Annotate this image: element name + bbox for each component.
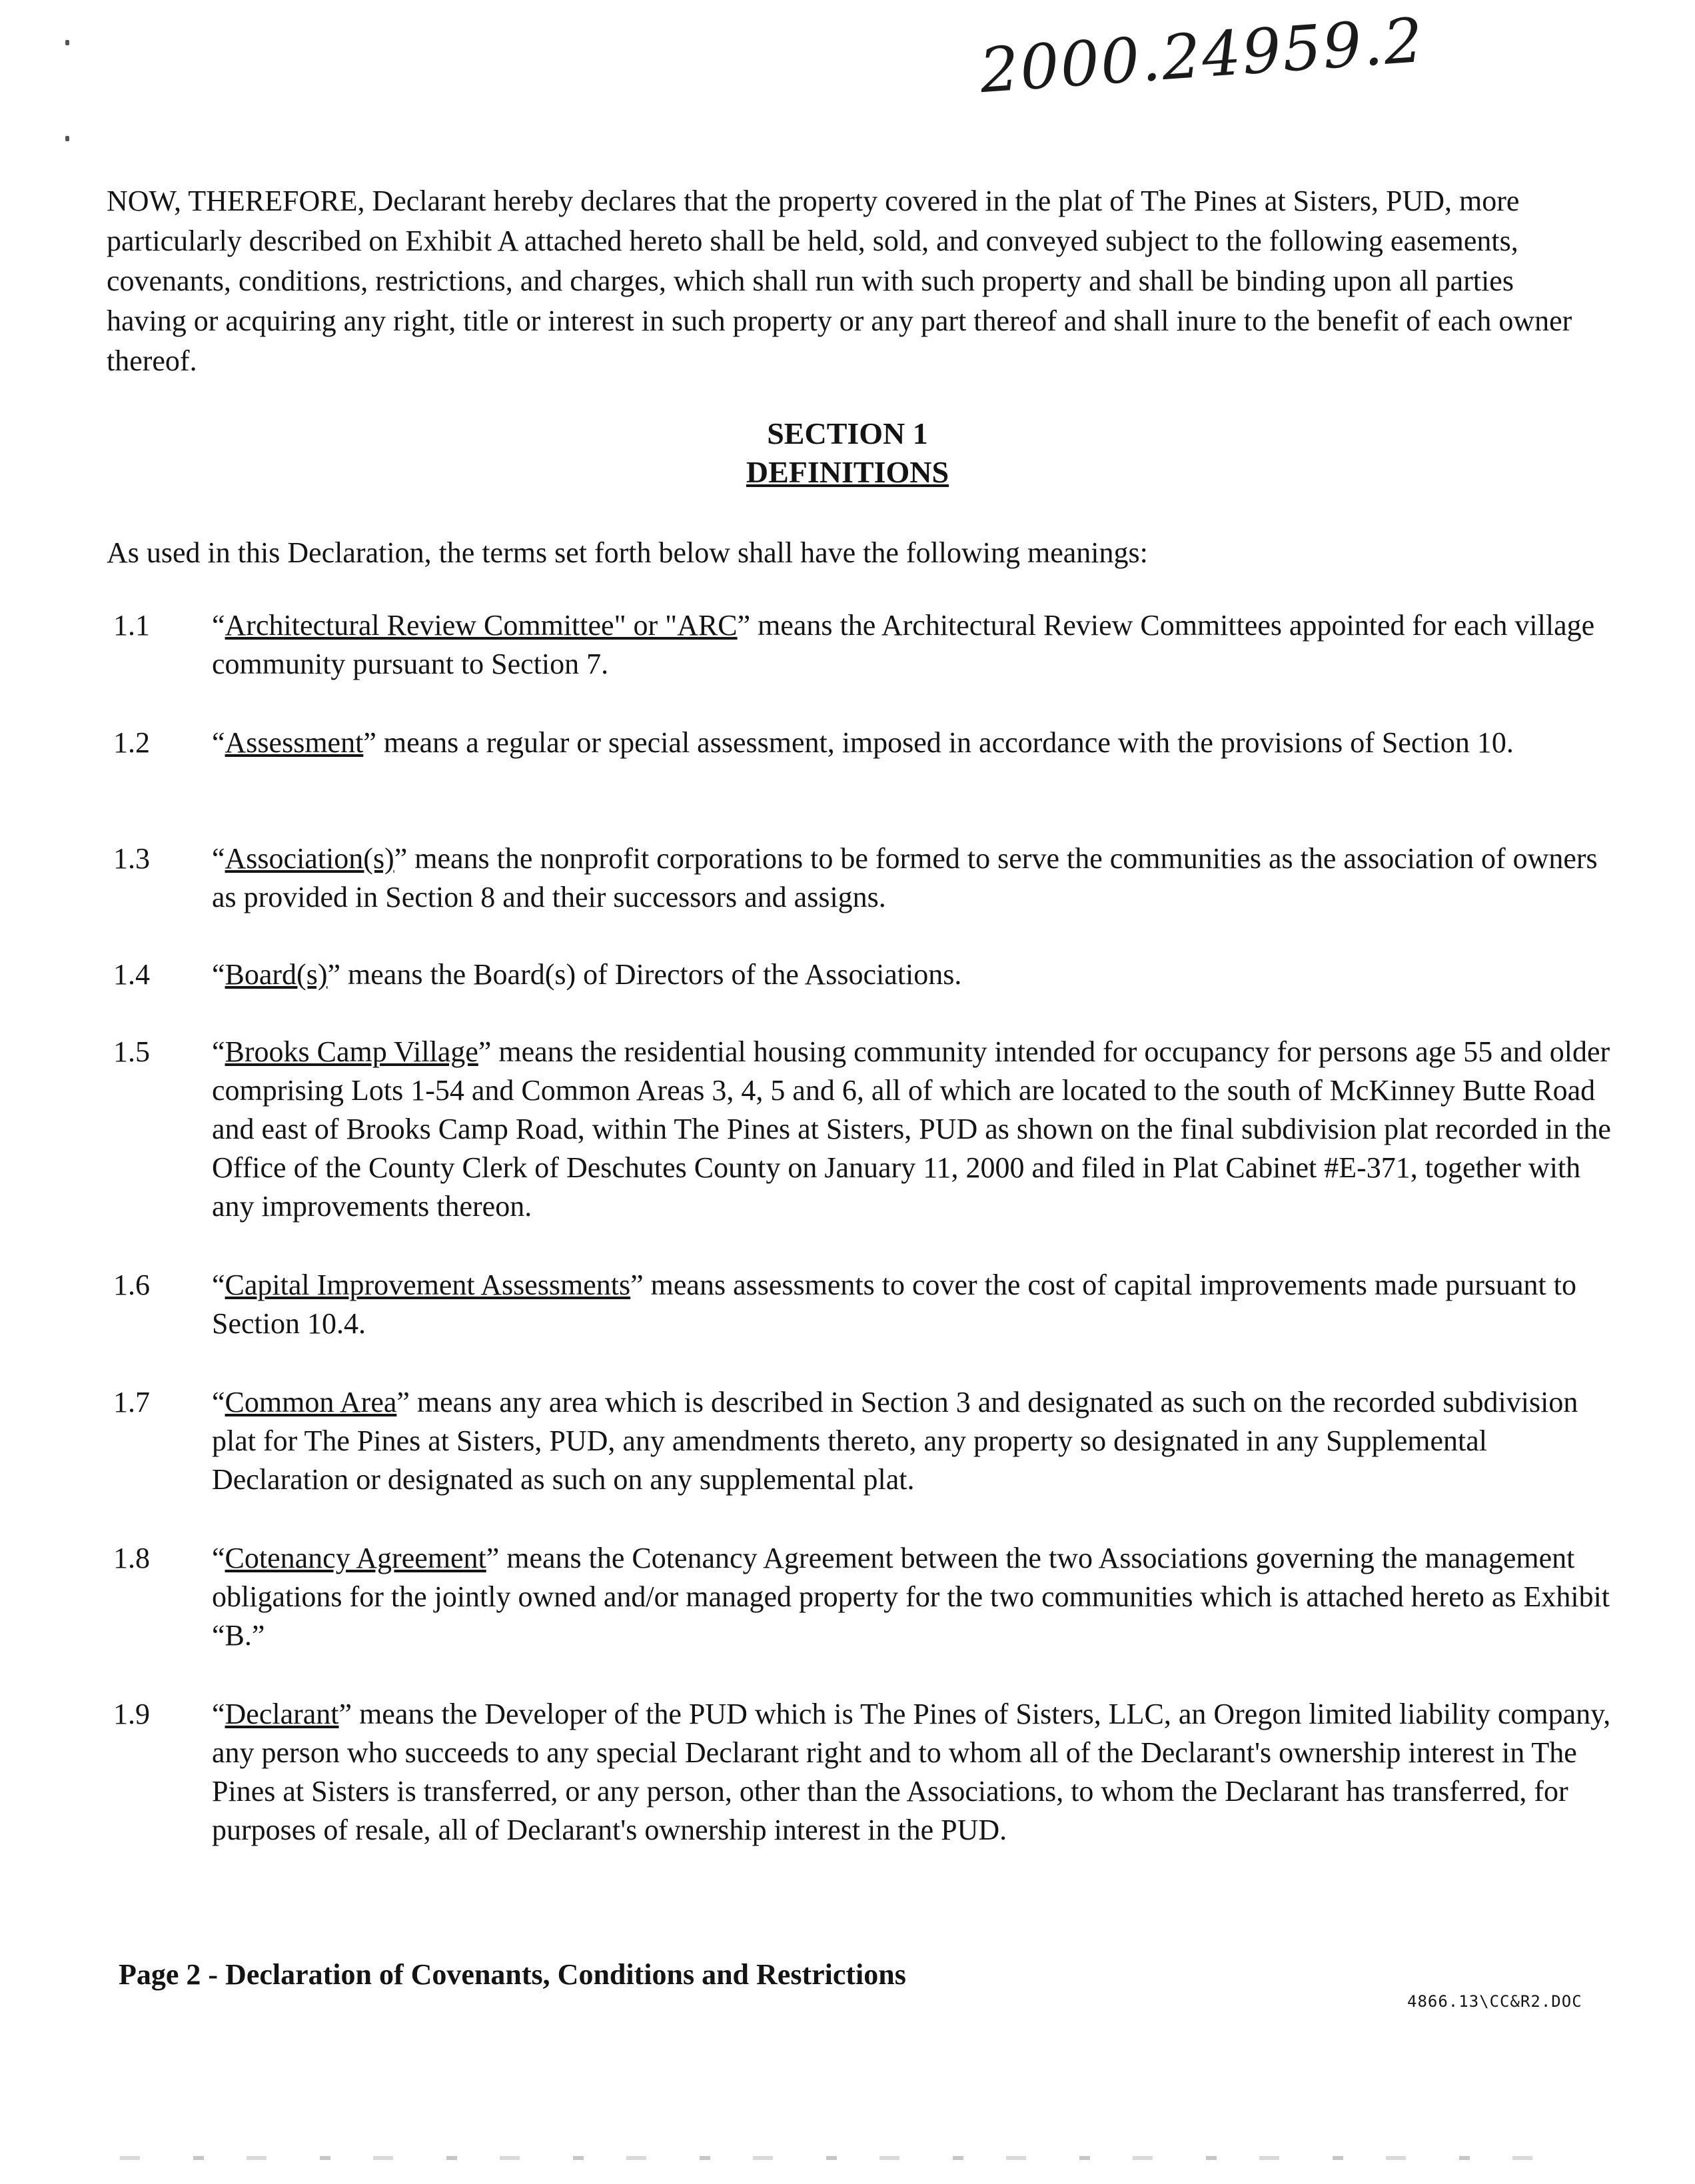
definition-text: means the Architectural Review Committees appointed for each village community pursuant to Section 7. [212, 609, 1595, 680]
scan-edge-noise [120, 2156, 1586, 2160]
definition-number: 1.1 [113, 609, 150, 642]
section-title: DEFINITIONS [746, 455, 949, 489]
handwritten-document-number: 2000.24959.2 [977, 4, 1426, 107]
definition-term: Capital Improvement Assessments [225, 1269, 631, 1301]
definition-text: means the Cotenancy Agreement between the two Associations governing the management obligations for the jointly owned and/or managed property for the two communities which is attached hereto as Exhibit “B.” [212, 1542, 1610, 1652]
definition-number: 1.3 [113, 842, 150, 875]
definition-item: 1.4 “Board(s)” means the Board(s) of Directors of the Associations. [113, 955, 1619, 994]
definition-number: 1.4 [113, 958, 150, 991]
definitions-intro: As used in this Declaration, the terms set forth below shall have the following meanings: [107, 536, 1148, 569]
definition-text: means any area which is described in Section 3 and designated as such on the recorded subdivision plat for The Pines at Sisters, PUD, any amendments thereto, any property so designated in any Supplemental Declaration or designated as such on any supplemental plat. [212, 1386, 1578, 1496]
definition-term: Brooks Camp Village [225, 1035, 478, 1068]
definition-item: 1.5 “Brooks Camp Village” means the residential housing community intended for occupancy for persons age 55 and older comprising Lots 1-54 and Common Areas 3, 4, 5 and 6, all of which are located to the south of McKinney Butte Road and east of Brooks Camp Road, within The Pines at Sisters, PUD as shown on the final subdivision plat recorded in the Office of the County Clerk of Deschutes County on January 11, 2000 and filed in Plat Cabinet #E-371, together with any improvements thereon. [113, 1033, 1619, 1226]
preamble-paragraph: NOW, THEREFORE, Declarant hereby declares that the property covered in the plat of The Pines at Sisters, PUD, more particularly described on Exhibit A attached hereto shall be held, sold, and conveyed subject to the following easements, covenants, conditions, restrictions, and charges, which shall run with such property and shall be binding upon all parties having or acquiring any right, title or interest in such property or any part thereof and shall inure to the benefit of each owner thereof. [107, 185, 1572, 377]
definition-item: 1.6 “Capital Improvement Assessments” means assessments to cover the cost of capital improvements made pursuant to Section 10.4. [113, 1266, 1619, 1343]
definition-text: means a regular or special assessment, imposed in accordance with the provisions of Section 10. [376, 726, 1514, 759]
definition-item: 1.3 “Association(s)” means the nonprofit corporations to be formed to serve the communities as the association of owners as provided in Section 8 and their successors and assigns. [113, 839, 1619, 917]
definition-number: 1.2 [113, 726, 150, 759]
section-heading [0, 414, 1695, 492]
definition-item: 1.7 “Common Area” means any area which is described in Section 3 and designated as such on the recorded subdivision plat for The Pines at Sisters, PUD, any amendments thereto, any property so designated in any Supplemental Declaration or designated as such on any supplemental plat. [113, 1383, 1619, 1499]
definition-item: 1.8 “Cotenancy Agreement” means the Cotenancy Agreement between the two Associations governing the management obligations for the jointly owned and/or managed property for the two communities which is attached hereto as Exhibit “B.” [113, 1539, 1619, 1655]
page-footer: Page 2 - Declaration of Covenants, Conditions and Restrictions [119, 1958, 906, 1991]
definition-term: Board(s) [225, 958, 328, 991]
definition-number: 1.8 [113, 1542, 150, 1574]
definition-text: means the Developer of the PUD which is The Pines of Sisters, LLC, an Oregon limited liability company, any person who succeeds to any special Declarant right and to whom all of the Declarant's ownership interest in The Pines at Sisters is transferred, or any person, other than the Associations, to whom the Declarant has transferred, for purposes of resale, all of Declarant's ownership interest in the PUD. [212, 1698, 1611, 1846]
definition-number: 1.7 [113, 1386, 150, 1418]
definition-item: 1.9 “Declarant” means the Developer of the PUD which is The Pines of Sisters, LLC, an Oregon limited liability company, any person who succeeds to any special Declarant right and to whom all of the Declarant's ownership interest in The Pines at Sisters is transferred, or any person, other than the Associations, to whom the Declarant has transferred, for purposes of resale, all of Declarant's ownership interest in the PUD. [113, 1695, 1619, 1850]
document-reference: 4866.13\CC&R2.DOC [1407, 1992, 1582, 2011]
definition-text: means the Board(s) of Directors of the Associations. [340, 958, 962, 991]
definition-term: Association(s) [225, 842, 394, 875]
definition-term: Cotenancy Agreement [225, 1542, 486, 1574]
definition-text: means the nonprofit corporations to be formed to serve the communities as the association of owners as provided in Section 8 and their successors and assigns. [212, 842, 1598, 913]
definition-text: means assessments to cover the cost of capital improvements made pursuant to Section 10.4. [212, 1269, 1576, 1340]
definition-number: 1.6 [113, 1269, 150, 1301]
scan-speck [65, 136, 69, 141]
definition-term: Assessment [225, 726, 364, 759]
scan-speck [65, 40, 69, 45]
definition-term: Architectural Review Committee" or "ARC [225, 609, 738, 642]
definition-term: Declarant [225, 1698, 339, 1730]
definition-item: 1.1 “Architectural Review Committee" or "ARC” means the Architectural Review Committees appointed for each village community pursuant to Section 7. [113, 606, 1619, 684]
definition-number: 1.9 [113, 1698, 150, 1730]
definition-number: 1.5 [113, 1035, 150, 1068]
definition-item: 1.2 “Assessment” means a regular or special assessment, imposed in accordance with the provisions of Section 10. [113, 724, 1619, 762]
definition-term: Common Area [225, 1386, 397, 1418]
definition-text: means the residential housing community intended for occupancy for persons age 55 and older comprising Lots 1-54 and Common Areas 3, 4, 5 and 6, all of which are located to the south of McKinney Butte Road and east of Brooks Camp Road, within The Pines at Sisters, PUD as shown on the final subdivision plat recorded in the Office of the County Clerk of Deschutes County on January 11, 2000 and filed in Plat Cabinet #E-371, together with any improvements thereon. [212, 1035, 1611, 1223]
section-number: SECTION 1 [767, 416, 928, 450]
